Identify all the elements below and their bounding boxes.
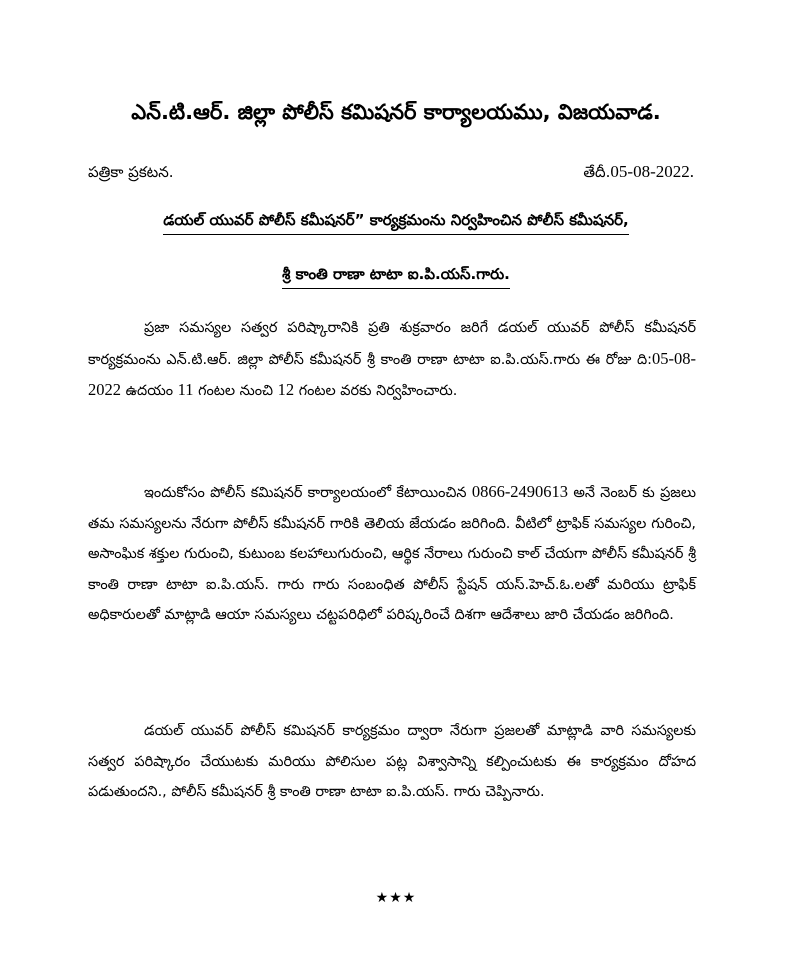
end-hour: 12: [277, 380, 295, 399]
subject-line-1-text: డయల్ యువర్ పోలీస్ కమీషనర్” కార్యక్రమంను నిర్వహించిన పోలీస్ కమీషనర్,: [163, 208, 628, 235]
phone-number: 0866-2490613: [471, 482, 569, 501]
date-prefix: తేదీ.: [583, 163, 611, 181]
press-release-label: పత్రికా ప్రకటన.: [88, 163, 174, 181]
date-value: 05-08-2022.: [610, 162, 694, 181]
paragraph-1-part-4: గంటల వరకు నిర్వహించారు.: [294, 383, 458, 399]
release-date: [583, 160, 694, 184]
meta-row: [88, 160, 694, 184]
start-hour: 11: [177, 380, 194, 399]
paragraph-1-part-2: ఉదయం: [121, 383, 178, 399]
end-marker: ★★★: [375, 890, 417, 906]
subject-line-2-text: శ్రీ కాంతి రాణా టాటా ఐ.పి.యస్.గారు.: [282, 262, 510, 289]
paragraph-1: [88, 313, 696, 407]
office-title: ఎన్.టి.ఆర్. జిల్లా పోలీస్ కమిషనర్ కార్యాలయము, విజయవాడ.: [131, 100, 661, 124]
paragraph-2-part-1: ఇందుకోసం పోలీస్ కమిషనర్ కార్యాలయంలో కేటాయించిన: [144, 485, 472, 501]
event-date: 05-08-2022: [88, 348, 696, 399]
paragraph-1-part-1: ప్రజా సమస్యల సత్వర పరిష్కారానికి ప్రతి శుక్రవారం జరిగే డయల్ యువర్ పోలీస్ కమీషనర్ కార్యక్రమంను ఎన్.టి.ఆర్. జిల్లా పోలీస్ కమీషనర్ శ్రీ కాంతి రాణా టాటా ఐ.పి.యస్.గారు ఈ రోజు ది:: [88, 320, 696, 368]
paragraph-3: డయల్ యువర్ పోలీస్ కమిషనర్ కార్యక్రమం ద్వారా నేరుగా ప్రజలతో మాట్లాడి వారి సమస్యలకు సత్వర పరిష్కారం చేయుటకు మరియు పోలిసుల పట్ల విశ్వాసాన్ని కల్పించుటకు ఈ కార్యక్రమం దోహద పడుతుందని., పోలీస్ కమీషనర్ శ్రీ కాంతి రాణా టాటా ఐ.పి.యస్. గారు చెప్పినారు.: [88, 723, 696, 800]
subject-line-2: [0, 262, 792, 289]
subject-line-1: [0, 208, 792, 235]
paragraph-1-part-3: గంటల నుంచి: [193, 383, 278, 399]
paragraph-2: [88, 477, 696, 631]
paragraph-2-part-2: అనే నెంబర్ కు ప్రజలు తమ సమస్యలను నేరుగా పోలీస్ కమీషనర్ గారికి తెలియ జేయడం జరిగింది. వీటిలో ట్రాఫిక్ సమస్యల గురించి, అసాంఘిక శక్తుల గురుంచి, కుటుంబ కలహాలుగురుంచి, ఆర్థిక నేరాలు గురుంచి కాల్ చేయగా పోలీస్ కమీషనర్ శ్రీ కాంతి రాణా టాటా ఐ.పి.యస్. గారు గారు సంబంధిత పోలీస్ స్టేషన్ యస్.హెచ్.ఓ.లతో మరియు ట్రాఫిక్ అధికారులతో మాట్లాడి ఆయా సమస్యలు చట్టపరిధిలో పరిష్కరించే దిశగా ఆదేశాలు జారి చేయడం జరిగింది.: [88, 485, 697, 623]
